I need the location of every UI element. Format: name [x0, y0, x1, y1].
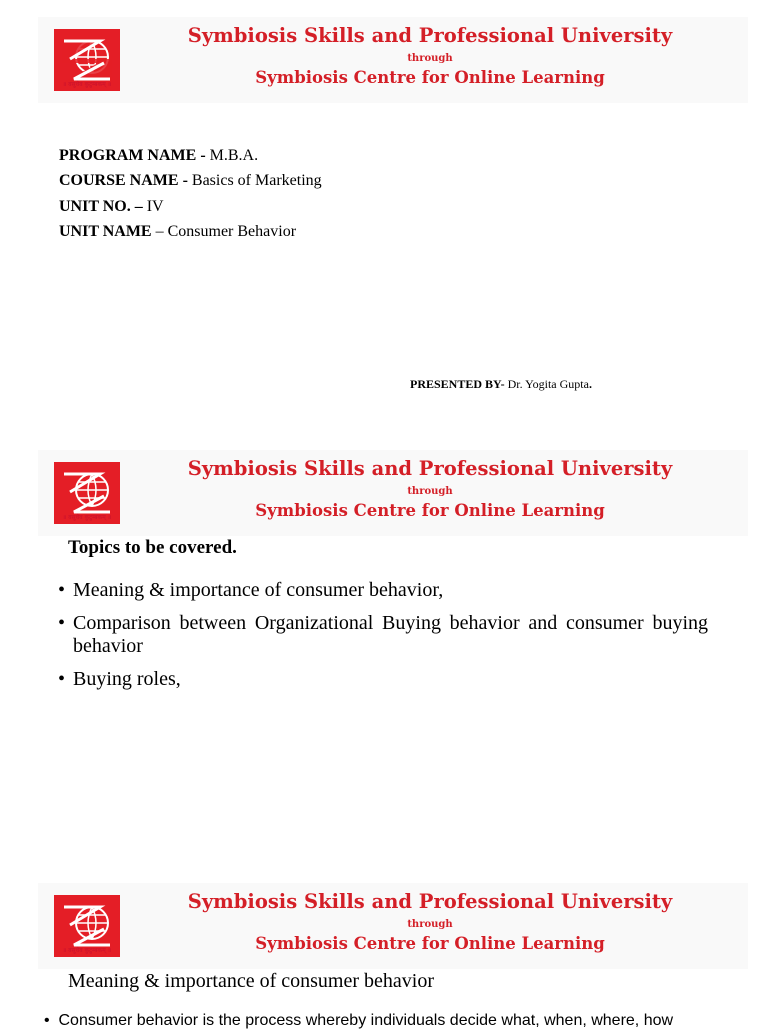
header-banner [38, 450, 748, 536]
presenter-end: . [588, 377, 592, 391]
unit-no-value: IV [142, 197, 164, 215]
university-name: Symbiosis Skills and Professional University [187, 24, 673, 47]
through-text: through [407, 919, 453, 930]
unit-no-label: UNIT NO. – [59, 197, 143, 215]
motto-text: ॥ वसुधैव कुटुम्बकम् ॥ [62, 947, 112, 954]
program-label: PROGRAM NAME - [59, 147, 206, 164]
motto-text: ॥ वसुधैव कुटुम्बकम् ॥ [62, 514, 112, 521]
topics-list [58, 579, 708, 700]
unit-name-label: UNIT NAME [59, 222, 152, 240]
header-banner [38, 883, 748, 969]
list-item-text: Comparison between Organizational Buying behavior and consumer buying behavior [73, 611, 708, 657]
university-name: Symbiosis Skills and Professional University [187, 890, 673, 913]
course-label: COURSE NAME - [59, 172, 188, 190]
list-item [58, 612, 708, 659]
list-item-text: Consumer behavior is the process whereby individuals decide what, when, where, how [58, 1012, 674, 1029]
list-item [58, 579, 708, 603]
presenter-name: Dr. Yogita Gupta [504, 377, 589, 391]
header-banner [38, 17, 748, 103]
bullet-icon: • [44, 1012, 50, 1029]
course-value: Basics of Marketing [187, 172, 322, 190]
section-title: Meaning & importance of consumer behavior [68, 970, 434, 992]
program-value: M.B.A. [205, 147, 259, 164]
unit-name-value: – Consumer Behavior [151, 222, 297, 240]
university-name: Symbiosis Skills and Professional University [187, 457, 673, 480]
course-line [59, 168, 322, 193]
bullet-icon: • [58, 611, 66, 634]
centre-name: Symbiosis Centre for Online Learning [255, 68, 605, 87]
unit-name-line [59, 219, 322, 244]
centre-name: Symbiosis Centre for Online Learning [255, 934, 605, 953]
unit-no-line [59, 194, 322, 219]
through-text: through [407, 53, 453, 64]
topics-title: Topics to be covered. [68, 537, 237, 558]
list-item-text: Meaning & importance of consumer behavior, [73, 579, 444, 601]
program-line [59, 143, 322, 168]
bullet-icon: • [58, 667, 66, 690]
through-text: through [407, 486, 453, 497]
list-item [58, 668, 708, 692]
centre-name: Symbiosis Centre for Online Learning [255, 501, 605, 520]
bullet-icon: • [58, 579, 66, 601]
course-info [59, 143, 322, 244]
motto-text: ॥ वसुधैव कुटुम्बकम् ॥ [62, 81, 112, 88]
list-item-text: Buying roles, [73, 667, 181, 690]
presented-label: PRESENTED BY- [410, 377, 505, 391]
list-item [44, 1012, 764, 1030]
presented-by [410, 377, 592, 392]
